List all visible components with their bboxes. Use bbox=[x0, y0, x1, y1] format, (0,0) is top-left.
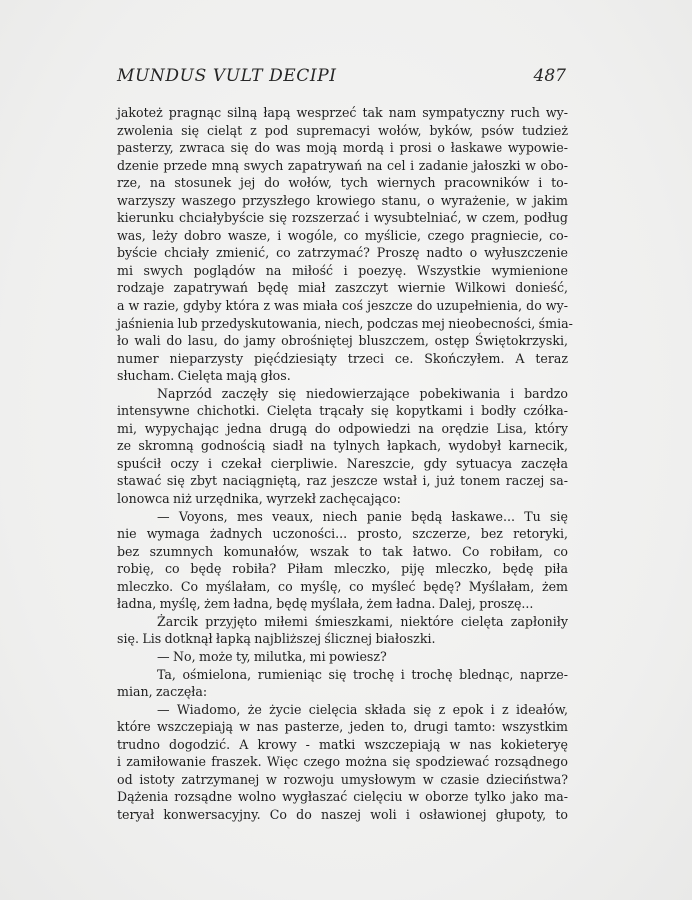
body-text bbox=[117, 104, 573, 823]
text-line: spuścił oczy i czekał cierpliwie. Nareszcie, gdy sytuacya zaczęła bbox=[117, 455, 568, 471]
text-line: dzenie przede mną swych zapatrywań na cel i zadanie jałoszki w obo- bbox=[117, 157, 568, 173]
text-line: intensywne chichotki. Cielęta trącały się kopytkami i bodły czółka- bbox=[117, 403, 568, 419]
text-line: a w razie, gdyby która z was miała coś jeszcze do uzupełnienia, do wy- bbox=[117, 298, 568, 314]
text-line: byście chciały zmienić, co zatrzymać? Proszę nadto o wyłuszczenie bbox=[117, 245, 568, 261]
text-line: trudno dogodzić. A krowy - matki wszczepiają w nas kokieteryę bbox=[117, 736, 568, 752]
text-line: Dążenia rozsądne wolno wygłaszać cielęciu w oborze tylko jako ma- bbox=[117, 789, 568, 805]
text-line: — Voyons, mes veaux, niech panie będą łaskawe... Tu się bbox=[157, 508, 568, 524]
text-line: mi, wypychając jedna drugą do odpowiedzi na orędzie Lisa, który bbox=[117, 420, 568, 436]
text-line: się. Lis dotknął łapką najbliższej ślicznej białoszki. bbox=[117, 631, 436, 647]
text-line: pasterzy, zwraca się do was moją mordą i prosi o łaskawe wypowie- bbox=[117, 140, 568, 156]
text-line: kierunku chciałybyście się rozszerzać i wysubtelniać, w czem, podług bbox=[117, 210, 568, 226]
text-line: robię, co będę robiła? Piłam mleczko, piję mleczko, będę piła bbox=[117, 561, 568, 577]
text-line: Ta, ośmielona, rumieniąc się trochę i trochę blednąc, naprze- bbox=[157, 666, 568, 682]
text-line: lonowca niż urzędnika, wyrzekł zachęcająco: bbox=[117, 491, 401, 507]
text-line: numer nieparzysty pięćdziesiąty trzeci ce. Skończyłem. A teraz bbox=[117, 350, 568, 366]
text-line: zwolenia się cieląt z pod supremacyi wołów, byków, psów tudzież bbox=[117, 122, 568, 138]
text-line: nie wymaga żadnych uczoności... prosto, szczerze, bez retoryki, bbox=[117, 526, 568, 542]
text-line: bez szumnych komunałów, wszak to tak łatwo. Co robiłam, co bbox=[117, 543, 568, 559]
page-number: 487 bbox=[533, 66, 566, 86]
text-line: mian, zaczęła: bbox=[117, 684, 208, 700]
text-line: Żarcik przyjęto miłemi śmieszkami, niektóre cielęta zapłoniły bbox=[157, 613, 568, 629]
text-line: słucham. Cielęta mają głos. bbox=[117, 368, 291, 384]
text-line: ładna, myślę, żem ładna, będę myślała, żem ładna. Dalej, proszę... bbox=[117, 596, 534, 612]
text-line: was, leży dobro wasze, i wogóle, co myślicie, czego pragniecie, co- bbox=[117, 227, 568, 243]
text-line: ło wali do lasu, do jamy obrośniętej bluszczem, ostęp Świętokrzyski, bbox=[117, 333, 568, 349]
text-line: — Wiadomo, że życie cielęcia składa się z epok i z ideałów, bbox=[157, 701, 568, 717]
text-line: Naprzód zaczęły się niedowierzające pobekiwania i bardzo bbox=[157, 385, 568, 401]
text-line: ze skromną godnością siadł na tylnych łapkach, wydobył karnecik, bbox=[117, 438, 568, 454]
text-line: teryał konwersacyjny. Co do naszej woli i osławionej głupoty, to bbox=[117, 806, 568, 822]
text-line: rodzaje zapatrywań będę miał zaszczyt wiernie Wilkowi donieść, bbox=[117, 280, 568, 296]
text-line: stawać się zbyt naciągniętą, raz jeszcze wstał i, już tonem raczej sa- bbox=[117, 473, 568, 489]
text-line: które wszczepiają w nas pasterze, jeden to, drugi tamto: wszystkim bbox=[117, 719, 568, 735]
text-line: jakoteż pragnąc silną łapą wesprzeć tak nam sympatyczny ruch wy- bbox=[117, 105, 568, 120]
text-line: rze, na stosunek jej do wołów, tych wiernych pracowników i to- bbox=[117, 175, 568, 191]
text-line: jaśnienia lub przedyskutowania, niech, podczas mej nieobecności, śmia- bbox=[117, 315, 573, 331]
running-title: MUNDUS VULT DECIPI bbox=[117, 66, 337, 86]
text-line: mleczko. Co myślałam, co myślę, co myśleć będę? Myślałam, żem bbox=[117, 578, 568, 594]
text-line: od istoty zatrzymanej w rozwoju umysłowym w czasie dzieciństwa? bbox=[117, 771, 568, 787]
text-line: warzyszy waszego przyszłego krowiego stanu, o wyrażenie, w jakim bbox=[117, 192, 568, 208]
text-line: i zamiłowanie fraszek. Więc czego można się spodziewać rozsądnego bbox=[117, 754, 568, 770]
text-line: mi swych poglądów na miłość i poezyę. Wszystkie wymienione bbox=[117, 262, 568, 278]
text-line: — No, może ty, milutka, mi powiesz? bbox=[157, 648, 387, 664]
page-header bbox=[117, 66, 568, 90]
